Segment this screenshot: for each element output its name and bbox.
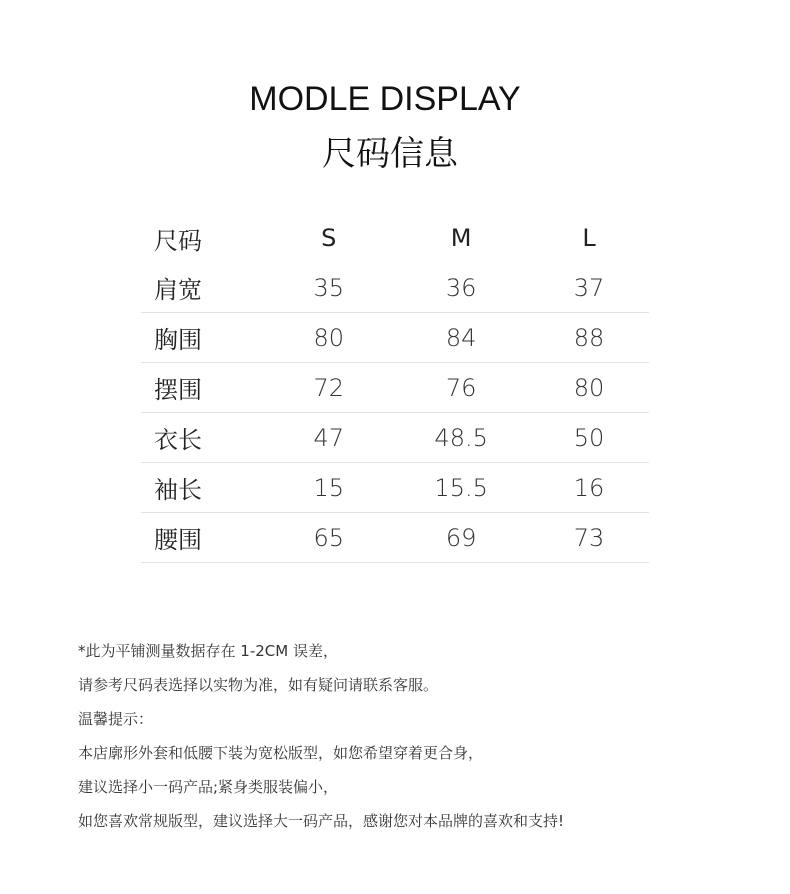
table-row-chest xyxy=(141,313,649,363)
cell-value-l: 50 xyxy=(529,413,649,463)
cell-value-l: 88 xyxy=(529,313,649,363)
cell-value-l: 16 xyxy=(529,463,649,513)
row-label: 衣长 xyxy=(141,413,264,463)
table-header-row xyxy=(141,213,649,263)
page-title-en: MODLE DISPLAY xyxy=(249,80,521,118)
header-label-cell: 尺码 xyxy=(154,226,202,255)
size-notes xyxy=(78,638,778,842)
row-label: 肩宽 xyxy=(141,263,264,313)
note-line: 本店廓形外套和低腰下装为宽松版型，如您希望穿着更合身， xyxy=(78,744,484,762)
size-chart-table xyxy=(141,213,649,563)
cell-value-m: 48.5 xyxy=(393,413,529,463)
table-row-sleeve xyxy=(141,463,649,513)
table-row-hem xyxy=(141,363,649,413)
table-row-shoulder xyxy=(141,263,649,313)
note-line: 如您喜欢常规版型，建议选择大一码产品，感谢您对本品牌的喜欢和支持! xyxy=(78,812,565,830)
size-header-m: M xyxy=(450,224,472,252)
note-line: 请参考尺码表选择以实物为准，如有疑问请联系客服。 xyxy=(78,676,439,694)
note-line: *此为平铺测量数据存在 1-2CM 误差， xyxy=(78,642,338,660)
row-label: 袖长 xyxy=(141,463,264,513)
row-label: 腰围 xyxy=(141,513,264,563)
cell-value-l: 37 xyxy=(529,263,649,313)
cell-value-m: 69 xyxy=(393,513,529,563)
cell-value-m: 84 xyxy=(393,313,529,363)
row-label: 胸围 xyxy=(141,313,264,363)
cell-value-m: 76 xyxy=(393,363,529,413)
size-header-l: L xyxy=(582,224,596,252)
cell-value-m: 15.5 xyxy=(393,463,529,513)
cell-value-s: 35 xyxy=(264,263,393,313)
cell-value-s: 15 xyxy=(264,463,393,513)
page-title-cn: 尺码信息 xyxy=(322,134,458,174)
cell-value-s: 72 xyxy=(264,363,393,413)
cell-value-l: 73 xyxy=(529,513,649,563)
cell-value-s: 65 xyxy=(264,513,393,563)
cell-value-s: 47 xyxy=(264,413,393,463)
note-line: 建议选择小一码产品;紧身类服装偏小， xyxy=(78,778,339,796)
cell-value-m: 36 xyxy=(393,263,529,313)
cell-value-l: 80 xyxy=(529,363,649,413)
cell-value-s: 80 xyxy=(264,313,393,363)
table-row-waist xyxy=(141,513,649,563)
note-line: 温馨提示： xyxy=(78,710,154,728)
size-header-s: S xyxy=(321,224,337,252)
table-row-length xyxy=(141,413,649,463)
row-label: 摆围 xyxy=(141,363,264,413)
